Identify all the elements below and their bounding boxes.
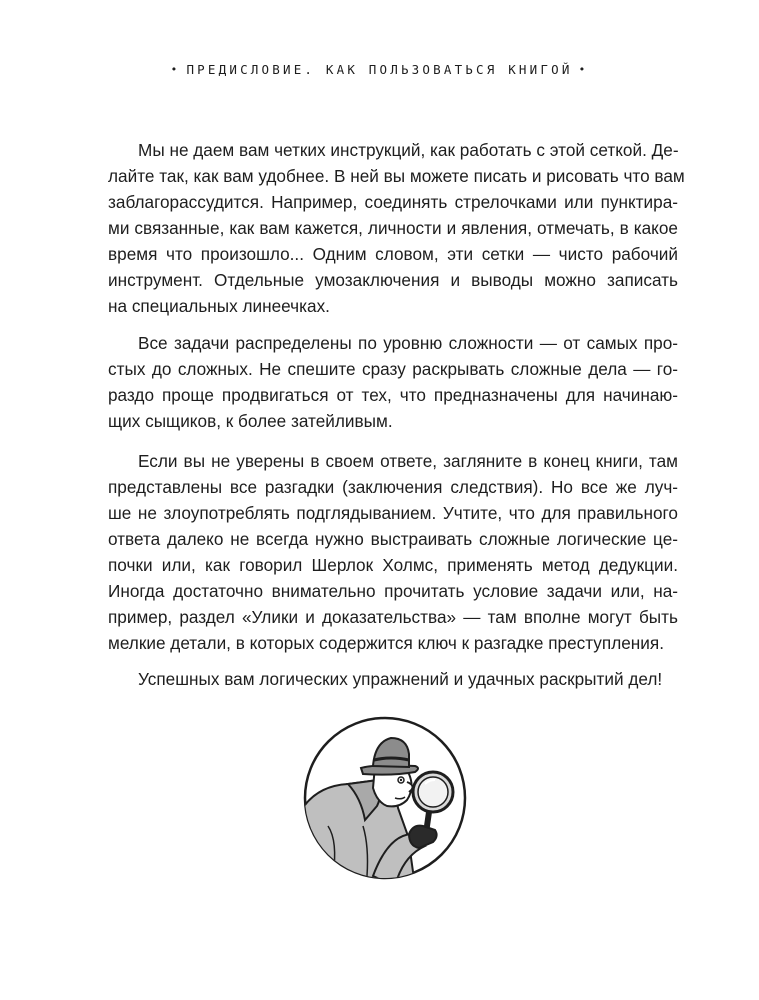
- text-line: лайте так, как вам удобнее. В ней вы можете писать и рисовать что вам: [108, 166, 685, 186]
- paragraph-grid-usage: [108, 137, 685, 319]
- text-line: ше не злоупотреблять подглядыванием. Учтите, что для правильного: [108, 503, 678, 523]
- header-bullet-left: •: [170, 63, 181, 76]
- text-line: инструмент. Отдельные умозаключения и выводы можно записать: [108, 270, 678, 290]
- text-line: ми связанные, как вам кажется, личности и явления, отмечать, в какое: [108, 218, 678, 238]
- text-line: заблагорассудится. Например, соединять стрелочками или пунктира-: [108, 192, 678, 212]
- text-line: ответа далеко не всегда нужно выстраивать сложные логические це-: [108, 529, 678, 549]
- paragraph-closing: [108, 666, 678, 692]
- paragraph-answers: [108, 448, 678, 656]
- text-line: Все задачи распределены по уровню сложности — от самых про-: [138, 333, 678, 353]
- text-line: представлены все разгадки (заключения следствия). Но все же луч-: [108, 477, 678, 497]
- text-line: почки или, как говорил Шерлок Холмс, применять метод дедукции.: [108, 555, 678, 575]
- text-line: Иногда достаточно внимательно прочитать условие задачи или, на-: [108, 581, 678, 601]
- header-bullet-right: •: [578, 63, 589, 76]
- text-line: время что произошло... Одним словом, эти сетки — чисто рабочий: [108, 244, 678, 264]
- text-line: мелкие детали, в которых содержится ключ к разгадке преступления.: [108, 633, 664, 653]
- text-line: раздо проще продвигаться от тех, что предназначены для начинаю-: [108, 385, 678, 405]
- text-line: Успешных вам логических упражнений и удачных раскрытий дел!: [138, 669, 663, 689]
- detective-illustration: [303, 716, 467, 880]
- header-title: ПРЕДИСЛОВИЕ. КАК ПОЛЬЗОВАТЬСЯ КНИГОЙ: [186, 62, 573, 77]
- text-line: Если вы не уверены в своем ответе, загляните в конец книги, там: [138, 451, 678, 471]
- text-line: на специальных линеечках.: [108, 296, 330, 316]
- text-line: пример, раздел «Улики и доказательства» — там вполне могут быть: [108, 607, 678, 627]
- running-header: [0, 62, 759, 77]
- text-line: щих сыщиков, к более затейливым.: [108, 411, 393, 431]
- text-line: Мы не даем вам четких инструкций, как работать с этой сеткой. Де-: [138, 140, 679, 160]
- text-line: стых до сложных. Не спешите сразу раскрывать сложные дела — го-: [108, 359, 678, 379]
- paragraph-difficulty: [108, 330, 678, 434]
